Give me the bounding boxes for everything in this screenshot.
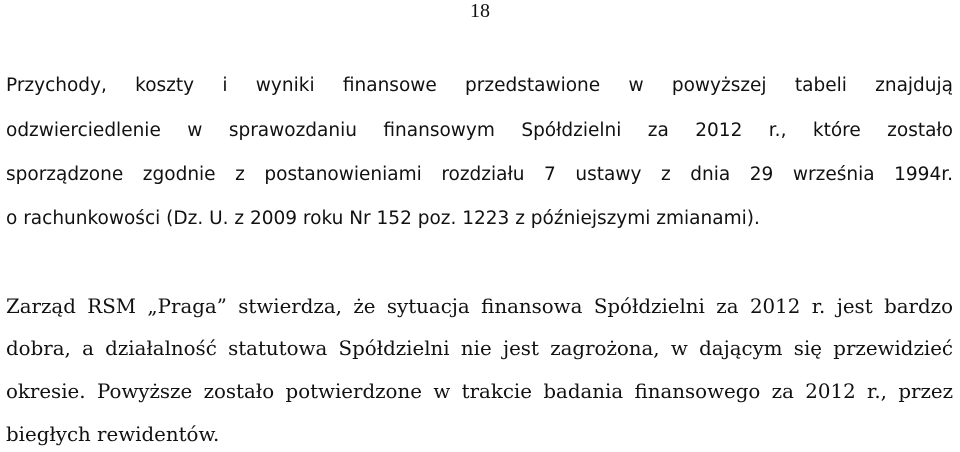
paragraph-line: dobra, a działalność statutowa Spółdzielni nie jest zagrożona, w dającym się przewidzieć (6, 337, 953, 360)
paragraph-line: biegłych rewidentów. (6, 423, 220, 446)
paragraph-line: okresie. Powyższe zostało potwierdzone w trakcie badania finansowego za 2012 r., przez (6, 380, 953, 403)
paragraph-line: Zarząd RSM „Praga” stwierdza, że sytuacja finansowa Spółdzielni za 2012 r. jest bardzo (6, 295, 953, 318)
paragraph-line: Przychody, koszty i wyniki finansowe przedstawione w powyższej tabeli znajdują (6, 75, 953, 96)
paragraph-line: sporządzone zgodnie z postanowieniami rozdziału 7 ustawy z dnia 29 września 1994r. (6, 164, 953, 185)
paragraph-line: odzwierciedlenie w sprawozdaniu finansowym Spółdzielni za 2012 r., które zostało (6, 120, 953, 141)
paragraph-line: o rachunkowości (Dz. U. z 2009 roku Nr 152 poz. 1223 z późniejszymi zmianami). (6, 208, 760, 229)
page-number: 18 (470, 0, 490, 22)
